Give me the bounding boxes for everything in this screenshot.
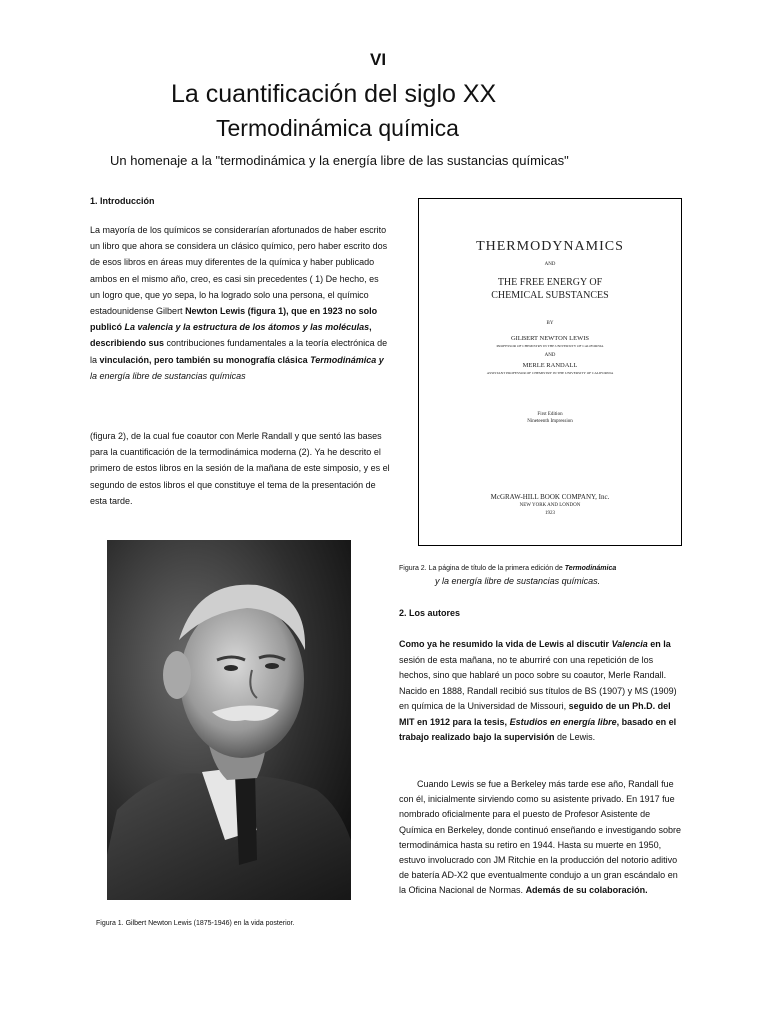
tp-title-3: CHEMICAL SUBSTANCES — [491, 290, 609, 301]
tp-edition-1: First Edition — [537, 412, 563, 417]
intro-p1-bold-f: vinculación, pero también su monografía clásica — [99, 354, 311, 365]
authors-p2-text: Cuando Lewis se fue a Berkeley más tarde ese año, Randall fue con él, inicialmente sirviendo como su asistente privado. En 1917 fue nombrado oficialmente para el puesto de Profesor Asistente de Química en Berkeley, donde continuó enseñando e investigando sobre termodinámica hasta su retiro en 1944. Hasta su muerte en 1950, estuvo involucrado con JM Ritchie en la producción del notorio aditivo de batería AD-X2 que eventualmente condujo a un gran escándalo en la Oficina Nacional de Normas. — [399, 779, 682, 896]
authors-p1-text-h: de Lewis. — [554, 732, 596, 742]
authors-p1-italic-b: Valencia — [611, 639, 648, 649]
authors-p1-bold-a: Como ya he resumido la vida de Lewis al discutir — [399, 639, 612, 649]
figure-2-caption-book-2: y la energía libre de sustancias químicas. — [435, 576, 601, 586]
authors-p1-text-d: sesión de esta mañana, no te aburriré con una repetición de los hechos, sino que hablaré un poco sobre su coautor, Merle Randall. Nacido en 1888, Randall recibió sus títulos de BS (1907) y MS (1909) en química de la Universidad de Missouri, — [399, 654, 677, 711]
authors-p1-bold-e: seguido de un Ph.D. del MIT en 1912 para la tesis, — [399, 701, 671, 727]
tp-and-2: AND — [544, 353, 556, 358]
intro-p1-book-title-2b: la energía libre de sustancias químicas — [90, 370, 246, 381]
intro-p1-bold-b: Newton Lewis (figura 1), que en 1923 no solo publicó — [90, 306, 378, 333]
intro-paragraph-1 — [90, 222, 390, 384]
tp-publisher: McGRAW-HILL BOOK COMPANY, Inc. — [490, 493, 610, 501]
authors-p1-thesis-title: Estudios en energía libre — [509, 716, 617, 727]
tp-author-1-note: PROFESSOR OF CHEMISTRY IN THE UNIVERSITY OF CALIFORNIA — [496, 344, 604, 348]
figure-2-caption-text: Figura 2. La página de título de la primera edición de — [399, 565, 565, 572]
tp-city: NEW YORK AND LONDON — [519, 503, 581, 508]
intro-p1-book-title-2a: Termodinámica y — [310, 354, 384, 365]
tp-title-1: THERMODYNAMICS — [476, 239, 624, 254]
tp-by: BY — [546, 321, 554, 326]
authors-heading: 2. Los autores — [399, 608, 461, 618]
authors-p1-bold-c: en la — [647, 639, 671, 649]
page-title: La cuantificación del siglo XX — [171, 80, 497, 108]
intro-p1-bold-d: , describiendo sus — [90, 322, 372, 349]
intro-p1-book-title-1: La valencia y la estructura de los átomos y las moléculas — [124, 322, 370, 333]
tp-author-2-note: ASSISTANT PROFESSOR OF CHEMISTRY IN THE UNIVERSITY OF CALIFORNIA — [486, 371, 614, 375]
page-subtitle: Un homenaje a la "termodinámica y la energía libre de las sustancias químicas" — [110, 153, 569, 168]
tp-year: 1923 — [545, 511, 555, 516]
figure-1-caption: Figura 1. Gilbert Newton Lewis (1875-1946) en la vida posterior. — [96, 920, 295, 927]
figure-1-portrait-photo — [107, 540, 351, 900]
intro-heading: 1. Introducción — [90, 196, 155, 206]
authors-p1-bold-g: , basado en el trabajo realizado bajo la supervisión — [399, 716, 677, 742]
chapter-number: VI — [370, 50, 387, 69]
authors-paragraph-1 — [399, 637, 681, 746]
intro-paragraph-2: (figura 2), de la cual fue coautor con Merle Randall y que sentó las bases para la cuantificación de la termodinámica moderna (2). Ya he descrito el primero de estos libros en la sesión de la mañana de este simposio, y es el segundo de estos libros el que constituye el tema de la presentación de esta tarde. — [90, 431, 390, 506]
authors-paragraph-2 — [399, 777, 683, 899]
portrait-illustration — [107, 540, 351, 900]
figure-2-caption-book: Termodinámica — [564, 565, 617, 572]
figure-2-caption — [399, 563, 699, 589]
page-title-line2: Termodinámica química — [216, 115, 459, 141]
tp-title-2: THE FREE ENERGY OF — [497, 277, 603, 288]
intro-p1-text-e: contribuciones fundamentales a la teoría electrónica de la — [90, 338, 388, 365]
tp-author-1: GILBERT NEWTON LEWIS — [510, 335, 590, 342]
tp-and-1: AND — [544, 262, 556, 267]
authors-p2-bold: Además de su colaboración. — [525, 885, 648, 896]
tp-edition-2: Nineteenth Impression — [527, 419, 573, 424]
figure-2-title-page — [418, 198, 682, 546]
tp-author-2: MERLE RANDALL — [522, 362, 578, 369]
intro-p1-text-a: La mayoría de los químicos se considerarían afortunados de haber escrito un libro que ahora se considera un clásico químico, pero haber escrito dos de esos libros en áreas muy diferentes de la química y haber publicado ambos en el mismo año, creo, es casi sin precedentes ( 1) De hecho, es un logro que, que yo sepa, lo ha logrado solo una persona, el químico estadounidense Gilbert — [90, 225, 388, 317]
